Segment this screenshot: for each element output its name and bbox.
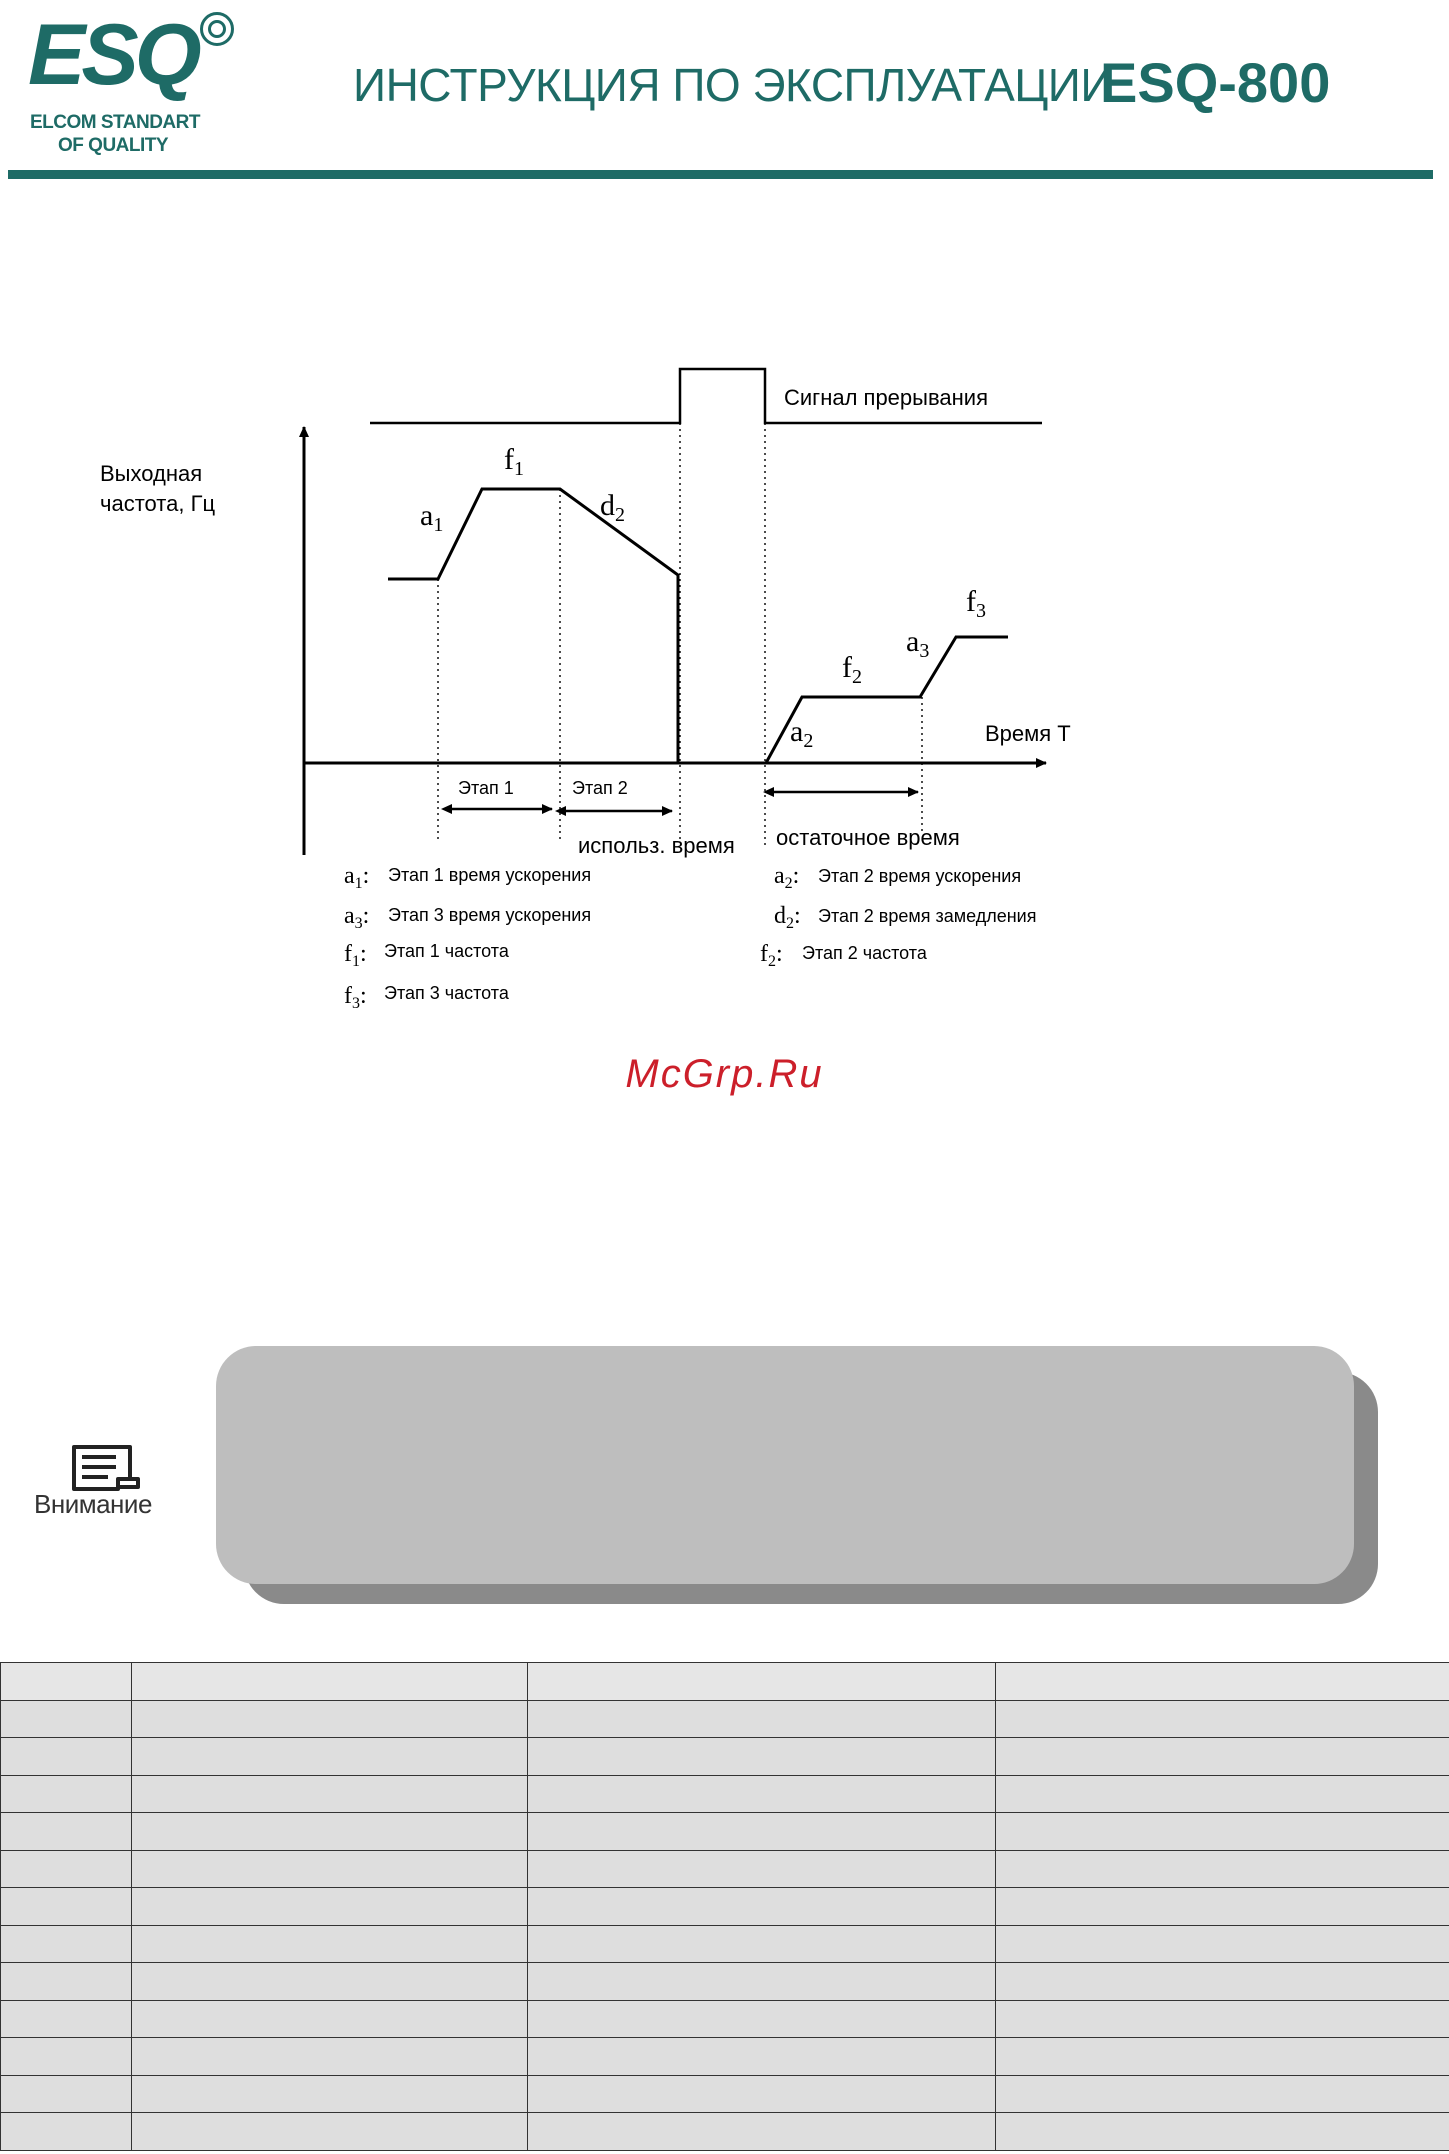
table-cell bbox=[1, 1738, 132, 1776]
table-row bbox=[1, 1738, 1449, 1776]
legend-d2-symbol: $d_2$: bbox=[774, 903, 801, 932]
legend-a1-text: Этап 1 время ускорения bbox=[388, 865, 592, 885]
y-axis-label-2: частота, Гц bbox=[100, 491, 216, 516]
interrupt-signal-label: Сигнал прерывания bbox=[784, 385, 988, 410]
table-cell bbox=[996, 2000, 1449, 2038]
table-cell bbox=[132, 1738, 528, 1776]
legend-d2-text: Этап 2 время замедления bbox=[818, 906, 1037, 926]
logo-mark: ESQ bbox=[28, 7, 198, 103]
watermark: McGrp.Ru bbox=[625, 1052, 824, 1096]
legend-a3-symbol: $a_3$: bbox=[344, 903, 370, 932]
attention-note-box bbox=[216, 1346, 1354, 1584]
table-cell bbox=[1, 1813, 132, 1851]
table-cell bbox=[132, 2038, 528, 2076]
table-row bbox=[1, 2113, 1449, 2151]
table-cell bbox=[528, 1775, 996, 1813]
header-divider bbox=[8, 170, 1433, 179]
table-cell bbox=[1, 2038, 132, 2076]
table-cell bbox=[132, 2113, 528, 2151]
table-cell bbox=[132, 1963, 528, 2001]
table-cell bbox=[528, 1738, 996, 1776]
table-cell bbox=[132, 1850, 528, 1888]
legend-a1-symbol: $a_1$: bbox=[344, 863, 370, 892]
table-cell bbox=[996, 1850, 1449, 1888]
table-cell bbox=[996, 1963, 1449, 2001]
table-cell bbox=[132, 2075, 528, 2113]
table-cell bbox=[1, 2075, 132, 2113]
table-cell bbox=[132, 1888, 528, 1926]
remaining-time-label: остаточное время bbox=[776, 825, 960, 850]
label-a2: $a_2$ bbox=[790, 715, 814, 752]
table-row bbox=[1, 1925, 1449, 1963]
label-f2: $f_2$ bbox=[842, 651, 862, 688]
table-row bbox=[1, 1813, 1449, 1851]
document-title: ИНСТРУКЦИЯ ПО ЭКСПЛУАТАЦИИ bbox=[353, 59, 1113, 111]
attention-label: Внимание bbox=[34, 1489, 152, 1519]
label-f3: $f_3$ bbox=[966, 585, 986, 622]
table-cell bbox=[132, 1775, 528, 1813]
table-cell bbox=[528, 1663, 996, 1701]
table-cell bbox=[996, 1813, 1449, 1851]
table-cell bbox=[528, 1963, 996, 2001]
table-cell bbox=[996, 1700, 1449, 1738]
legend-f1-text: Этап 1 частота bbox=[384, 941, 509, 961]
table-cell bbox=[1, 1850, 132, 1888]
table-cell bbox=[1, 1663, 132, 1701]
legend-f3-text: Этап 3 частота bbox=[384, 983, 509, 1003]
parameter-table bbox=[0, 1662, 1449, 2151]
table-cell bbox=[528, 2113, 996, 2151]
legend-a3-text: Этап 3 время ускорения bbox=[388, 905, 592, 925]
table-row bbox=[1, 2000, 1449, 2038]
stage-2-label: Этап 2 bbox=[572, 778, 628, 798]
legend-a2-symbol: $a_2$: bbox=[774, 863, 800, 892]
table-cell bbox=[996, 1888, 1449, 1926]
table-cell bbox=[132, 1663, 528, 1701]
table-cell bbox=[528, 1888, 996, 1926]
table-row bbox=[1, 1888, 1449, 1926]
legend-a2-text: Этап 2 время ускорения bbox=[818, 866, 1022, 886]
used-time-label: использ. время bbox=[578, 833, 735, 858]
table-cell bbox=[996, 2075, 1449, 2113]
table-cell bbox=[528, 2075, 996, 2113]
table-row bbox=[1, 2075, 1449, 2113]
table-cell bbox=[132, 2000, 528, 2038]
table-cell bbox=[528, 2000, 996, 2038]
table-row bbox=[1, 1963, 1449, 2001]
table-cell bbox=[528, 1850, 996, 1888]
legend-f2-symbol: $f_2$: bbox=[760, 941, 783, 970]
logo-emblem-icon bbox=[200, 12, 234, 46]
table-cell bbox=[132, 1700, 528, 1738]
table-row bbox=[1, 1700, 1449, 1738]
table-cell bbox=[528, 1925, 996, 1963]
table-cell bbox=[996, 1663, 1449, 1701]
frequency-timing-diagram bbox=[90, 355, 1140, 1015]
table-cell bbox=[1, 1925, 132, 1963]
label-d2: $d_2$ bbox=[600, 489, 625, 526]
table-cell bbox=[1, 2113, 132, 2151]
x-axis-label: Время Т bbox=[985, 721, 1071, 746]
table-cell bbox=[996, 1775, 1449, 1813]
model-name: ESQ-800 bbox=[1100, 51, 1331, 114]
table-cell bbox=[132, 1925, 528, 1963]
table-cell bbox=[996, 2113, 1449, 2151]
table-cell bbox=[1, 2000, 132, 2038]
table-cell bbox=[1, 1963, 132, 2001]
table-row bbox=[1, 1775, 1449, 1813]
legend-f3-symbol: $f_3$: bbox=[344, 983, 367, 1012]
table-cell bbox=[1, 1700, 132, 1738]
table-cell bbox=[996, 2038, 1449, 2076]
table-cell bbox=[528, 1813, 996, 1851]
table-cell bbox=[996, 1925, 1449, 1963]
legend-f2-text: Этап 2 частота bbox=[802, 943, 927, 963]
label-a3: $a_3$ bbox=[906, 625, 930, 662]
table-cell bbox=[528, 1700, 996, 1738]
table-cell bbox=[1, 1888, 132, 1926]
table-cell bbox=[528, 2038, 996, 2076]
table-row bbox=[1, 2038, 1449, 2076]
label-f1: $f_1$ bbox=[504, 443, 524, 480]
logo-tagline-1: ELCOM STANDART bbox=[30, 112, 200, 133]
legend-f1-symbol: $f_1$: bbox=[344, 941, 367, 970]
logo-tagline-2: OF QUALITY bbox=[58, 135, 169, 156]
table-cell bbox=[996, 1738, 1449, 1776]
stage-1-label: Этап 1 bbox=[458, 778, 514, 798]
table-row bbox=[1, 1663, 1449, 1701]
table-cell bbox=[1, 1775, 132, 1813]
esq-logo bbox=[28, 7, 258, 162]
y-axis-label-1: Выходная bbox=[100, 461, 203, 486]
label-a1: $a_1$ bbox=[420, 499, 444, 536]
table-row bbox=[1, 1850, 1449, 1888]
table-cell bbox=[132, 1813, 528, 1851]
